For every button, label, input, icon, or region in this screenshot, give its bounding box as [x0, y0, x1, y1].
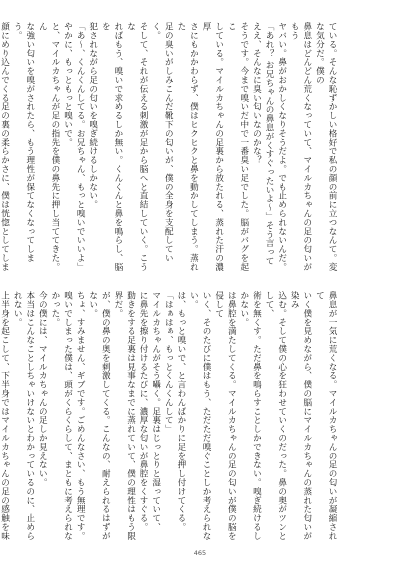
text-line: 嗅いでしまった僕は、頭がくらくらして、まともに考えられなかった。: [49, 291, 73, 541]
text-line: いく僕を見めながら、僕の脳にマイルカちゃんの蒸れた匂いが染み: [289, 291, 312, 541]
text-line: ヤバい。鼻がおかしくなりそうだよ。でも止められないんだ。: [276, 22, 287, 272]
text-line: やかに、もっともっと嗅いで。: [62, 22, 73, 147]
text-line: ええ、そんなに臭い匂いなのかな？: [251, 22, 262, 165]
text-line: 今の僕には、マイルカちゃんの足しか見えない。: [37, 291, 48, 487]
text-line: ちょ、すみません、ギブです。ごめんなさい、もう無理です。: [75, 291, 86, 541]
text-line: 鼻息が一気に荒くなる。マイルカちゃんの足の匂いが凝縮されて: [314, 291, 337, 541]
text-line: 足の臭いがしみこんだ靴下の匂いが、僕の全身を支配していく。: [150, 22, 174, 263]
text-line: 「あ〜、くんくんしてる。お兄ちゃん、もっと嗅いでいいよ」: [75, 22, 86, 272]
text-line: が、僕の鼻の奥を刺激してくる。こんなの、耐えられるはずがない。: [87, 291, 111, 541]
text-line: 鼻息はどんどん荒くなっていて、マイルカちゃんの足の匂いがもう: [289, 22, 312, 272]
text-line: ている。そんな恥ずかしい格好で私の顔の前に立つなんて。変な気分だ。僕の: [314, 22, 337, 272]
text-line: さにもかかわらず、僕はヒクヒクと鼻を動かしてしまう。蒸れた: [175, 22, 199, 272]
text-line: マイルカちゃんがそう囁く。足裏はじっとりと湿っていて、: [150, 291, 161, 532]
text-line: 上半身を起こして、下半身ではマイルカちゃんの足の感触を味: [0, 291, 10, 541]
text-line: している。マイルカちゃんの足裏から放たれる、蒸れた汗の濃厚: [201, 22, 224, 272]
text-line: は、もっと嗅いで、と言わんばかりに足を押し付けてくる。: [175, 291, 186, 532]
text-line: いく、そのたびに僕はもう、ただただ嗅ぐことしか考えられない。: [188, 291, 212, 541]
text-line: ればもう、嗅いで求めるしか無い。くんくんと鼻を鳴らし、脳を: [100, 22, 123, 272]
text-line: そうです。今まで嗅いだ中で一番臭い足でした。脳がバグを起こ: [226, 22, 249, 272]
text-line: 込む。そして僕の心を狂わせていくのだった。鼻の奥がツンとして、: [264, 291, 287, 541]
text-line: に鼻先を擦り付けるたびに、濃厚な匂いが鼻腔をくすぐる。: [138, 291, 149, 532]
text-line: そして、それが伝える刺激が足から脳へと直結していく。こうな: [125, 22, 149, 272]
text-line: 動きをする足裏は見事なまでに蒸れていて、僕の理性はもう限界だ。: [112, 291, 136, 541]
text-line: は鼻腔を満たしてくる。マイルカちゃんの足の匂いが僕の脳を侵して: [213, 291, 237, 541]
text-line: 顔にめり込んでくる足の裏の柔らかさに、僕は恍惚としてしま: [0, 22, 10, 272]
text-line: 犯されながら足の匂いを嗅ぎ続けるしかない。: [87, 22, 98, 209]
text-line: 「はぁはぁ、もっとくんくんして」: [163, 291, 174, 434]
text-line: な強い匂いを嗅がされたら、もう理性が保てなくなってしまう。: [12, 22, 35, 263]
text-line: と、マイルカちゃんが足の指先を僕の鼻先に押し当ててきた。ん: [37, 22, 60, 272]
upper-text-block: [0, 22, 338, 275]
text-line: 術を無くす。ただ鼻を鳴らすことしかできない。嗅ぎ続けるしかない。: [238, 291, 262, 541]
page-number: 465: [193, 549, 207, 557]
lower-text-block: [0, 291, 338, 544]
text-line: 本当はこんなことしちゃいけないとわかっているのに、止められない。: [12, 291, 35, 541]
text-line: 「あれ？ お兄ちゃんの鼻息がくすぐったいよ〜」そう言って: [264, 22, 275, 266]
